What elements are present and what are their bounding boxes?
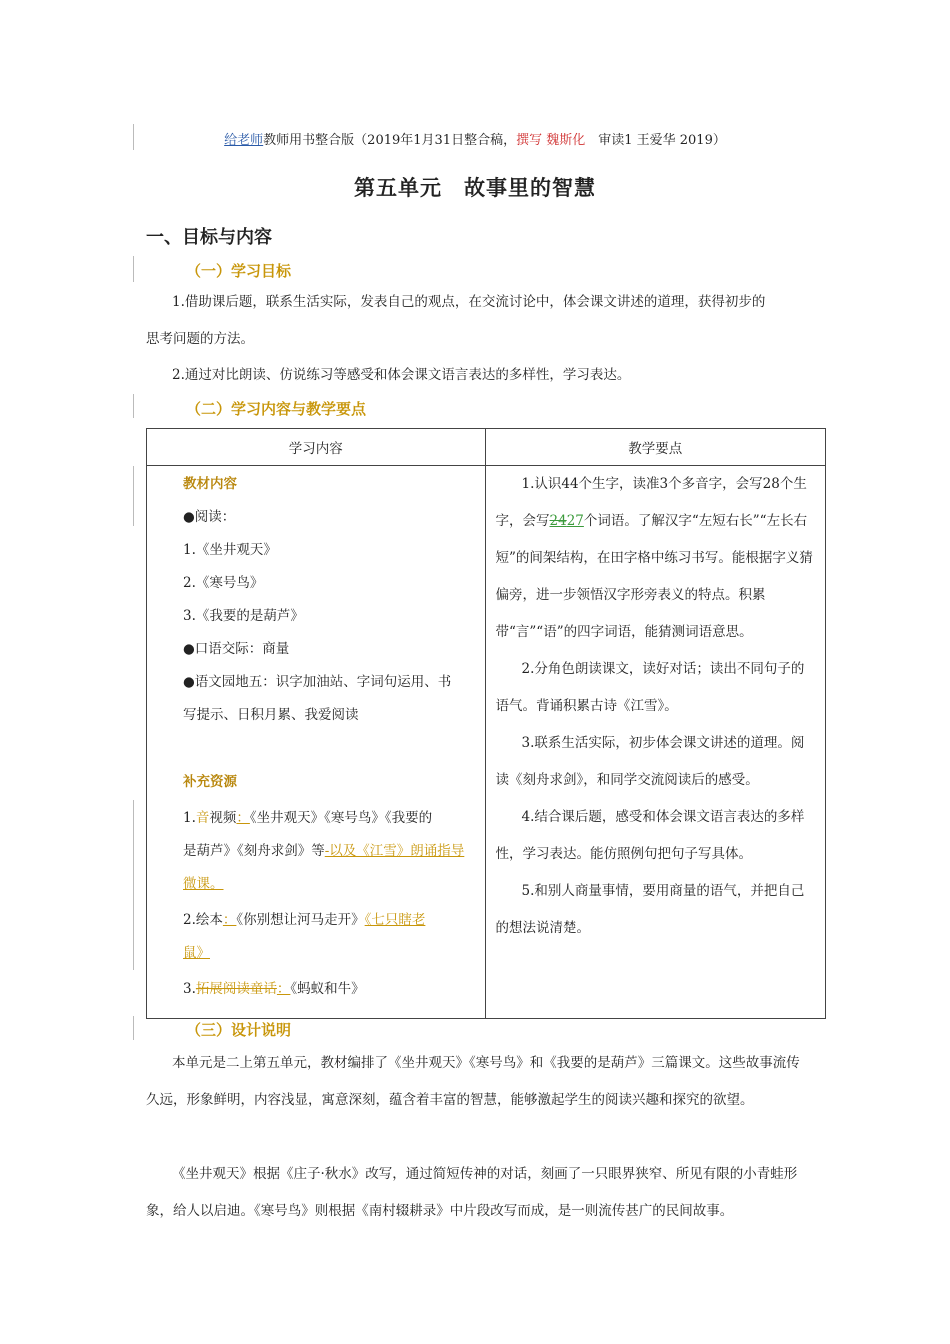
change-bar (133, 466, 134, 526)
goal-1 (146, 284, 808, 358)
goal-1-line-2: 思考问题的方法。 (146, 331, 254, 347)
design-paragraph-2: 《坐井观天》根据《庄子·秋水》改写，通过简短传神的对话，刻画了一只眼界狭窄、所见有限的小青蛙形象，给人以启迪。《寒号鸟》则根据《南村辍耕录》中片段改写而成，是一则流传甚广的民间故事。 (146, 1166, 798, 1219)
design-heading: （三）设计说明 (186, 1021, 292, 1039)
page-title: 第五单元 故事里的智慧 (354, 176, 596, 200)
reading-label: ●阅读： (183, 509, 236, 525)
point-4: 4.结合课后题，感受和体会课文语言表达的多样性，学习表达。能仿照例句把句子写具体。 (495, 809, 805, 862)
point-2: 2.分角色朗读课文，读好对话；读出不同句子的语气。背诵积累古诗《江雪》。 (495, 661, 805, 714)
reading-item: 1.《坐井观天》 (183, 542, 277, 558)
supplement-insert: -以及《江雪》朗诵指导 (324, 843, 465, 859)
content-heading: （二）学习内容与教学要点 (186, 400, 367, 418)
document-header (0, 129, 950, 148)
supplement-2: 2.绘本：《你别想让河马走开》《七只瞎老 (183, 912, 426, 928)
header-text: 教师用书整合版（2019年1月31日整合稿， (263, 133, 517, 148)
garden-line-1: ●语文园地五：识字加油站、字词句运用、书 (183, 674, 452, 690)
point-3: 3.联系生活实际，初步体会课文讲述的道理。阅读《刻舟求剑》，和同学交流阅读后的感受。 (495, 735, 805, 788)
deleted-text: 拓展阅读童话 (195, 981, 277, 997)
change-bar (133, 394, 134, 418)
reading-item: 2.《寒号鸟》 (183, 575, 264, 591)
header-writer: 撰写 魏斯化 (516, 133, 586, 148)
content-cell (147, 466, 486, 1019)
supplement-1-line-3: 微课。 (183, 876, 224, 892)
garden-line-2: 写提示、日积月累、我爱阅读 (183, 707, 359, 723)
supplement-1-line-2: 是葫芦》《刻舟求剑》等-以及《江雪》朗诵指导 (183, 843, 465, 859)
materials-title: 教材内容 (183, 476, 237, 492)
goal-1-line-1: 1.借助课后题，联系生活实际，发表自己的观点，在交流讨论中，体会课文讲述的道理，获得初步的 (172, 294, 766, 310)
supplement-2-line-2: 鼠》 (183, 945, 210, 961)
content-table (146, 428, 826, 1019)
header-reviewer: 审读1 王爱华 2019） (585, 133, 726, 148)
point-5: 5.和别人商量事情，要用商量的语气，并把自己的想法说清楚。 (495, 883, 805, 936)
author-link[interactable]: 给老师 (224, 133, 264, 148)
section-heading: 一、目标与内容 (146, 227, 272, 248)
point-1: 1.认识44个生字，读准3个多音字，会写28个生字，会写2427个词语。了解汉字“左短右长”“左长右短”的间架结构，在田字格中练习书写。能根据字义猜偏旁，进一步领悟汉字形旁表义的特点。积累带“言”“语”的四字词语，能猜测词语意思。 (495, 476, 813, 640)
supplement-3: 3.拓展阅读童话：《蚂蚁和牛》 (183, 981, 365, 997)
change-bar (133, 800, 134, 970)
supplement-book: 《七只瞎老 (364, 912, 426, 928)
audio-mark: 音 (195, 810, 210, 826)
points-cell (485, 466, 826, 1019)
goals-heading: （一）学习目标 (186, 262, 292, 280)
col-header-points: 教学要点 (485, 429, 826, 466)
deleted-number: 24 (549, 513, 567, 529)
oral-item: ●口语交际：商量 (183, 641, 290, 657)
supplement-1: 1.音视频：《坐井观天》《寒号鸟》《我要的 (183, 810, 433, 826)
supplement-title: 补充资源 (183, 774, 237, 790)
change-bar (133, 1016, 134, 1040)
change-bar (133, 256, 134, 282)
goal-2: 2.通过对比朗读、仿说练习等感受和体会课文语言表达的多样性，学习表达。 (172, 367, 631, 383)
design-paragraph-1: 本单元是二上第五单元，教材编排了《坐井观天》《寒号鸟》和《我要的是葫芦》三篇课文。这些故事流传久远，形象鲜明，内容浅显，寓意深刻，蕴含着丰富的智慧，能够激起学生的阅读兴趣和探究的欲望。 (146, 1055, 800, 1108)
col-header-content: 学习内容 (147, 429, 486, 466)
reading-item: 3.《我要的是葫芦》 (183, 608, 304, 624)
inserted-number: 27 (566, 513, 584, 529)
